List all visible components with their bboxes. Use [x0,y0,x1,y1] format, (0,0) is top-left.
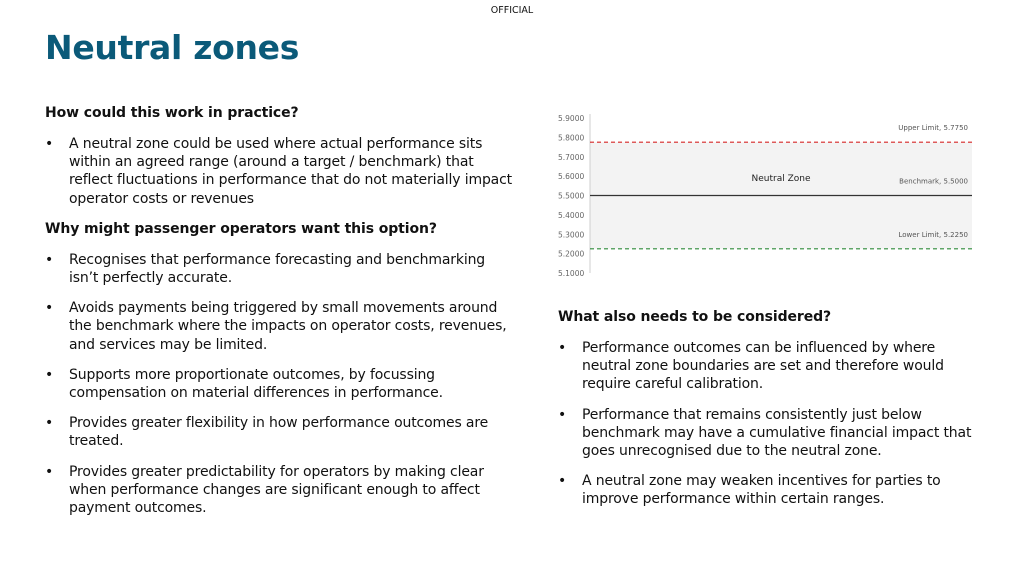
left-column [45,104,517,529]
neutral-zone-chart [552,108,982,280]
series-label: Upper Limit, 5.7750 [898,124,968,133]
practice-list [45,135,517,208]
list-item: • A neutral zone could be used where actual performance sits within an agreed range (around a target / benchmark) that reflect fluctuations in performance that do not materially impact operator costs or revenues [45,135,517,208]
zone-label: Neutral Zone [751,174,811,185]
y-tick-label: 5.1000 [558,269,585,278]
series-label: Lower Limit, 5.2250 [898,230,968,239]
y-tick-label: 5.6000 [558,172,585,182]
list-item: • Provides greater flexibility in how performance outcomes are treated. [45,414,517,450]
y-tick-label: 5.7000 [558,152,585,162]
list-item: • Recognises that performance forecasting and benchmarking isn’t perfectly accurate. [45,251,517,287]
why-heading: Why might passenger operators want this option? [45,220,437,237]
list-item: • Performance outcomes can be influenced by where neutral zone boundaries are set and therefore would require careful calibration. [558,339,986,394]
considerations-list [558,339,986,509]
practice-heading: How could this work in practice? [45,105,299,121]
y-tick-label: 5.3000 [558,230,585,240]
list-item: • Supports more proportionate outcomes, by focussing compensation on material differences in performance. [45,366,517,402]
right-column [558,308,986,521]
list-item: • A neutral zone may weaken incentives for parties to improve performance within certain ranges. [558,472,986,508]
list-item: • Avoids payments being triggered by small movements around the benchmark where the impacts on operator costs, revenues, and services may be limited. [45,299,517,354]
y-tick-label: 5.4000 [558,210,585,220]
classification-label: OFFICIAL [490,5,534,16]
y-tick-label: 5.9000 [558,114,585,123]
why-list [45,251,517,517]
page-title: Neutral zones [45,28,300,67]
series-label: Benchmark, 5.5000 [899,177,968,186]
considerations-heading: What also needs to be considered? [558,309,832,325]
y-tick-label: 5.5000 [558,191,585,201]
list-item: • Performance that remains consistently just below benchmark may have a cumulative financial impact that goes unrecognised due to the neutral zone. [558,406,986,461]
chart-svg [552,108,982,280]
y-tick-label: 5.2000 [558,249,585,259]
y-tick-label: 5.8000 [558,133,585,143]
list-item: • Provides greater predictability for operators by making clear when performance changes are significant enough to affect payment outcomes. [45,463,517,518]
